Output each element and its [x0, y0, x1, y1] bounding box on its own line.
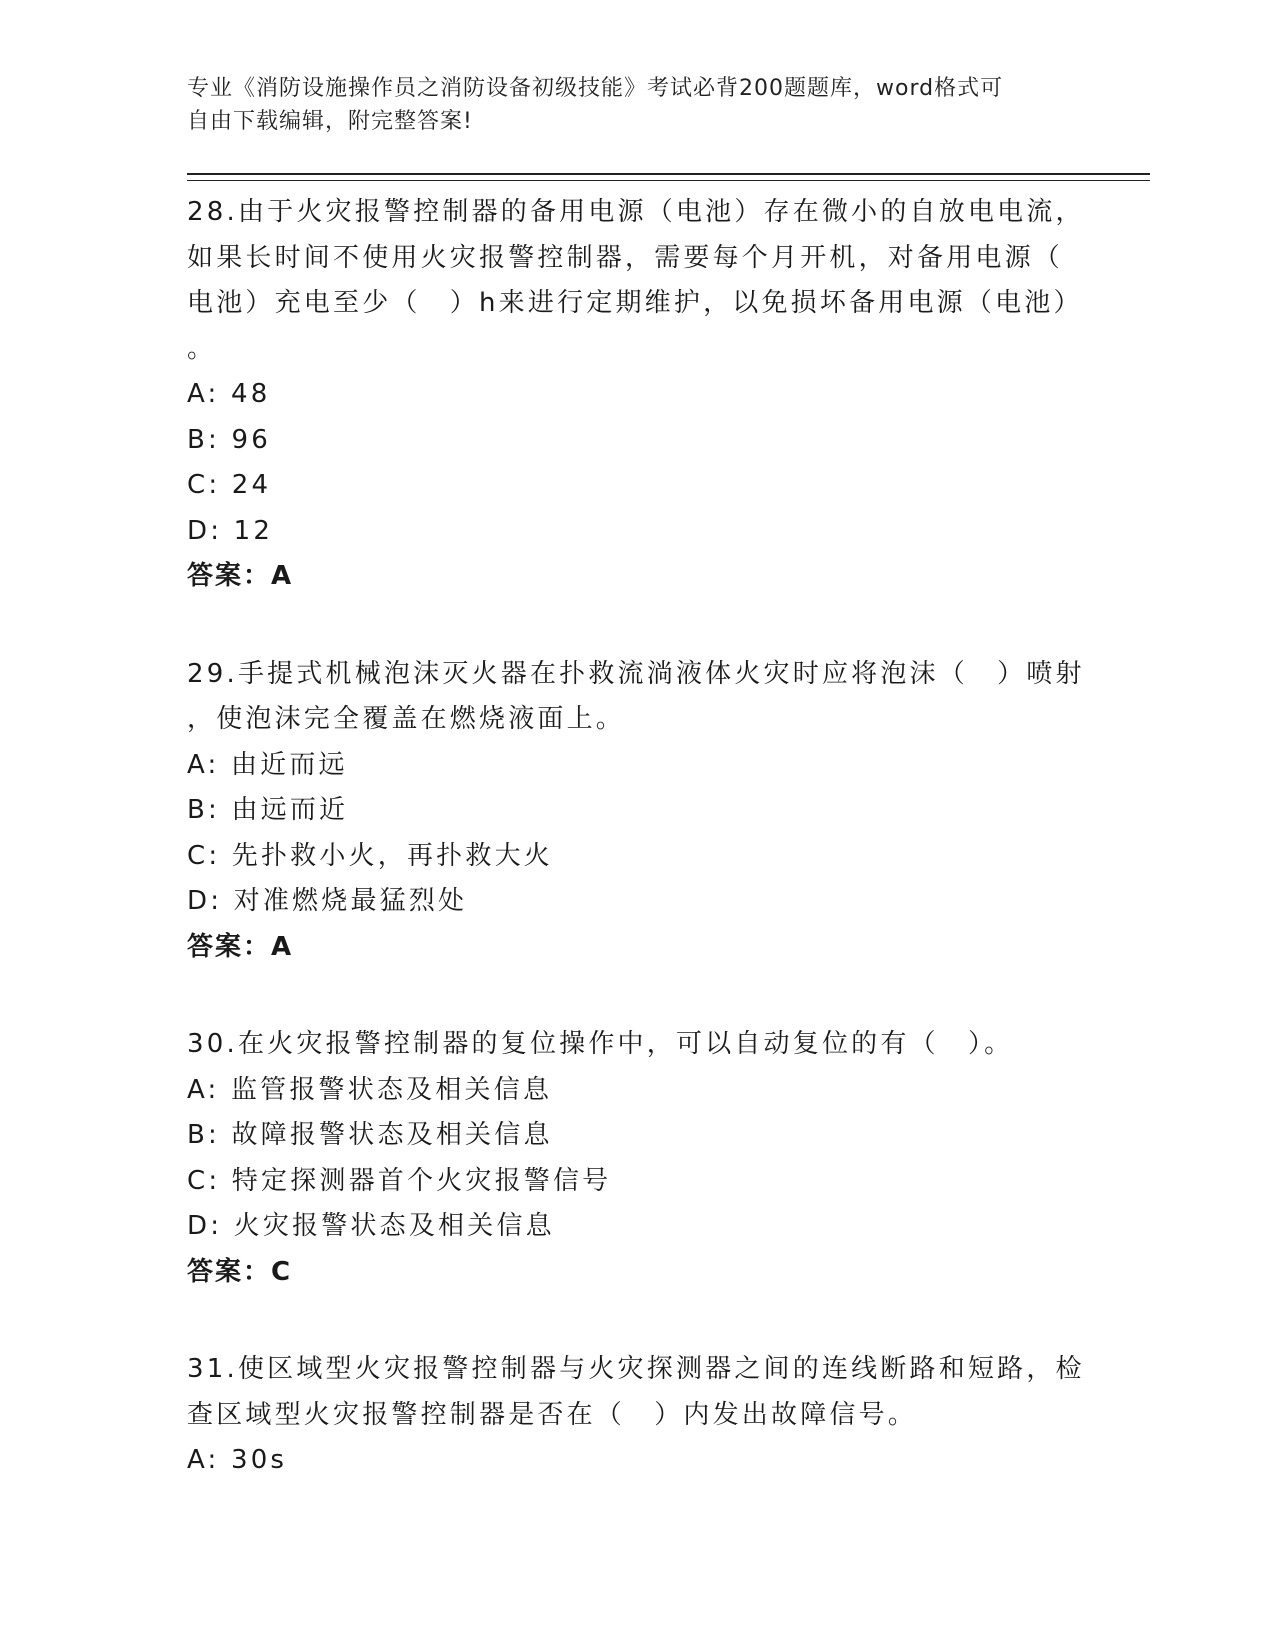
option-c: C: 特定探测器首个火灾报警信号 [187, 1165, 612, 1196]
question-28 [187, 190, 1085, 600]
question-text-line: 29.手提式机械泡沫灭火器在扑救流淌液体火灾时应将泡沫（ ）喷射 [187, 658, 1085, 689]
question-29 [187, 652, 1085, 971]
question-text-line: 如果长时间不使用火灾报警控制器，需要每个月开机，对备用电源（ [187, 242, 1064, 273]
option-a: A: 48 [187, 379, 271, 409]
question-31 [187, 1347, 1085, 1484]
option-d: D: 火灾报警状态及相关信息 [187, 1211, 555, 1241]
option-a: A: 由近而远 [187, 749, 348, 780]
option-b: B: 故障报警状态及相关信息 [187, 1120, 553, 1150]
option-a: A: 监管报警状态及相关信息 [187, 1074, 553, 1105]
header-line-1: 专业《消防设施操作员之消防设备初级技能》考试必背200题题库，word格式可 [187, 76, 1004, 101]
option-b: B: 96 [187, 424, 271, 455]
answer-value: A [271, 931, 294, 962]
option-b: B: 由远而近 [187, 795, 349, 825]
answer-value: C [271, 1256, 293, 1287]
option-c: C: 24 [187, 470, 272, 500]
question-text-line: ，使泡沫完全覆盖在燃烧液面上。 [187, 704, 626, 734]
answer-label: 答案： [187, 1256, 272, 1287]
answer-label: 答案： [187, 931, 272, 962]
page-header [187, 72, 1067, 138]
question-text-line: 30.在火灾报警控制器的复位操作中，可以自动复位的有（ ）。 [187, 1029, 1014, 1059]
question-text-line: 查区域型火灾报警控制器是否在（ ）内发出故障信号。 [187, 1399, 918, 1430]
question-list [187, 190, 1085, 1536]
header-divider-thick [187, 173, 1150, 175]
question-text-line: 。 [187, 333, 217, 364]
option-d: D: 对准燃烧最猛烈处 [187, 886, 468, 916]
question-text-line: 28.由于火灾报警控制器的备用电源（电池）存在微小的自放电电流， [187, 197, 1085, 227]
answer-value: A [271, 561, 294, 591]
header-line-2: 自由下载编辑，附完整答案! [187, 109, 473, 134]
option-a: A: 30s [187, 1445, 288, 1475]
answer [187, 925, 1077, 971]
question-text-line: 电池）充电至少（ ）h来进行定期维护，以免损坏备用电源（电池） [187, 288, 1083, 318]
option-d: D: 12 [187, 515, 274, 546]
question-text-line: 31.使区域型火灾报警控制器与火灾探测器之间的连线断路和短路，检 [187, 1354, 1085, 1384]
header-divider-thin [187, 180, 1150, 181]
answer-label: 答案： [187, 561, 272, 591]
option-c: C: 先扑救小火，再扑救大火 [187, 840, 553, 871]
answer [187, 554, 1077, 600]
answer [187, 1250, 1077, 1296]
question-30 [187, 1022, 1077, 1295]
